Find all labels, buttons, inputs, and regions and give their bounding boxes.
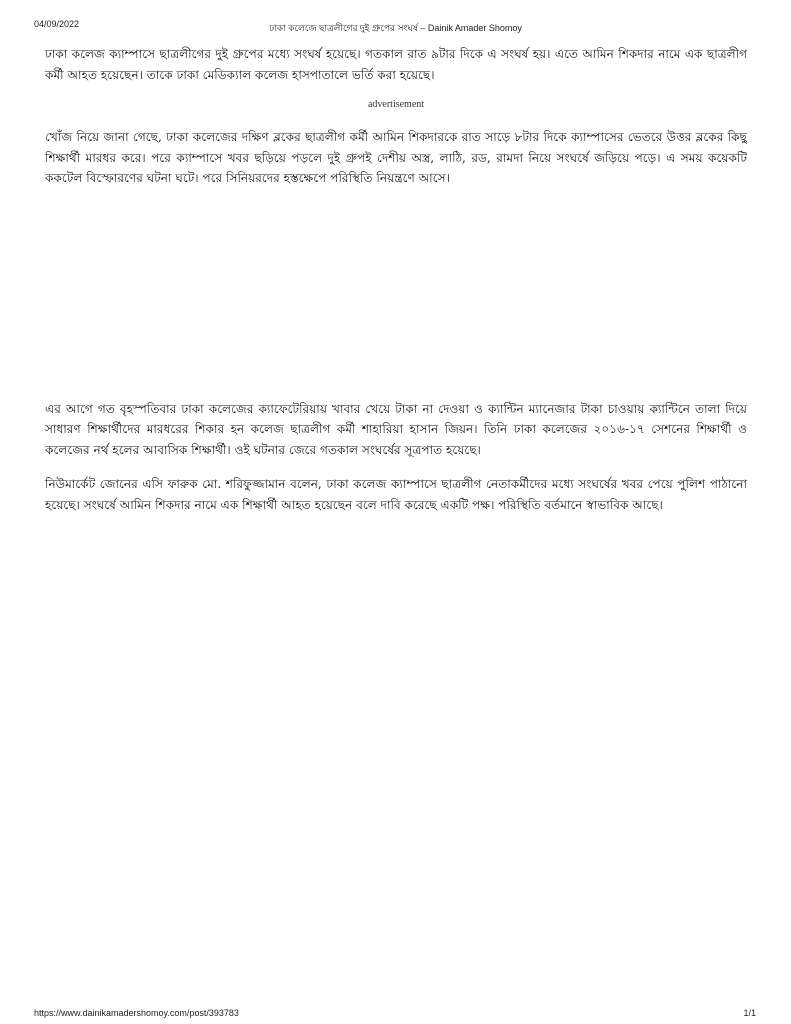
article-paragraph-3: এর আগে গত বৃহস্পতিবার ঢাকা কলেজের ক্যাফেটেরিয়ায় খাবার খেয়ে টাকা না দেওয়া ও ক্যান্টিন ম্যানেজার টাকা চাওয়ায় ক্যান্টিনে তালা দিয়ে সাধারণ শিক্ষার্থীদের মারধরের শিকার হন কলেজ ছাত্রলীগ কর্মী শাহারিয়া হাসান জিয়ন। তিনি ঢাকা কলেজের ২০১৬-১৭ সেশনের শিক্ষার্থী ও কলেজের নর্থ হলের আবাসিক শিক্ষার্থী। ওই ঘটনার জেরে গতকাল সংঘর্ষের সূত্রপাত হয়েছে। <box>45 401 747 457</box>
page-number: 1/1 <box>743 1008 756 1018</box>
article-paragraph-1: ঢাকা কলেজ ক্যাম্পাসে ছাত্রলীগের দুই গ্রুপের মধ্যে সংঘর্ষ হয়েছে। গতকাল রাত ৯টার দিকে এ সংঘর্ষ হয়। এতে আমিন শিকদার নামে এক ছাত্রলীগ কর্মী আহত হয়েছেন। তাকে ঢাকা মেডিক্যাল কলেজ হাসপাতালে ভর্তি করা হয়েছে। <box>45 47 747 82</box>
article-body <box>45 44 747 515</box>
article-paragraph-4: নিউমার্কেট জোনের এসি ফারুক মো. শরিফুজ্জামান বলেন, ঢাকা কলেজ ক্যাম্পাসে ছাত্রলীগ নেতাকর্মীদের মধ্যে সংঘর্ষের খবর পেয়ে পুলিশ পাঠানো হয়েছে। সংঘর্ষে আমিন শিকদার নামে এক শিক্ষার্থী আহত হয়েছেন বলে দাবি করেছে একটি পক্ষ। পরিস্থিতি বর্তমানে স্বাভাবিক আছে। <box>45 477 747 512</box>
advertisement-space <box>45 189 747 399</box>
print-date: 04/09/2022 <box>34 19 80 29</box>
article-paragraph-2: খোঁজ নিয়ে জানা গেছে, ঢাকা কলেজের দক্ষিণ ব্লকের ছাত্রলীগ কর্মী আমিন শিকদারকে রাত সাড়ে ৮টার দিকে ক্যাম্পাসের ভেতরে উত্তর ব্লকের কিছু শিক্ষার্থী মারধর করে। পরে ক্যাম্পাসে খবর ছড়িয়ে পড়লে দুই গ্রুপই দেশীয় অস্ত্র, লাঠি, রড, রামদা নিয়ে সংঘর্ষে জড়িয়ে পড়ে। এ সময় কয়েকটি ককটেল বিস্ফোরণের ঘটনা ঘটে। পরে সিনিয়রদের হস্তক্ষেপে পরিস্থিতি নিয়ন্ত্রণে আসে। <box>45 130 747 185</box>
page-url: https://www.dainikamadershomoy.com/post/393783 <box>34 1008 239 1018</box>
advertisement-label: advertisement <box>367 99 425 110</box>
page-title: ঢাকা কলেজে ছাত্রলীগের দুই গ্রুপের সংঘর্ষ – Dainik Amader Shomoy <box>269 23 522 33</box>
